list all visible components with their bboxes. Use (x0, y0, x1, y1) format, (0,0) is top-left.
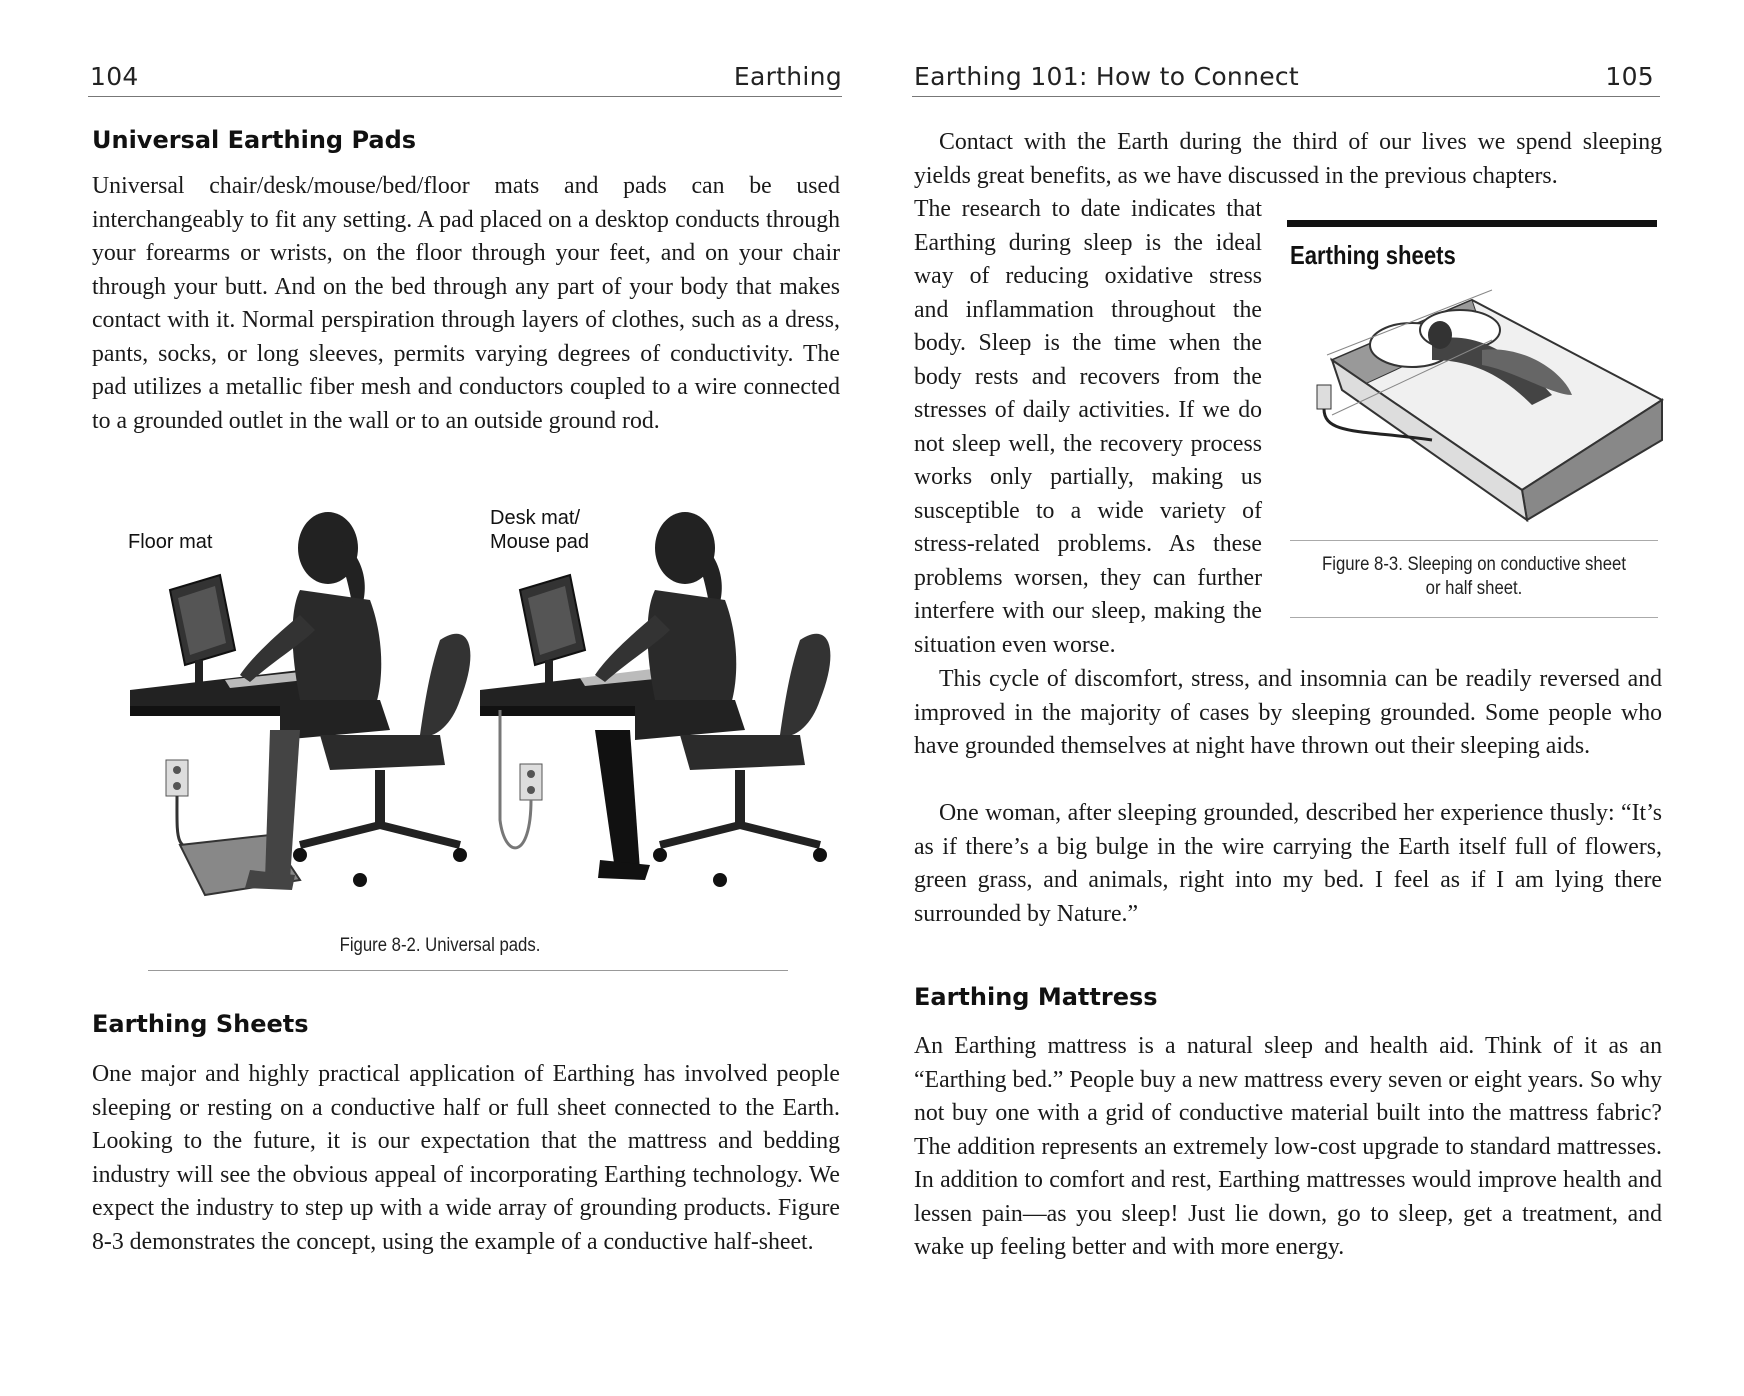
figure-label-floor-mat: Floor mat (128, 531, 213, 553)
section-heading-earthing-mattress: Earthing Mattress (914, 983, 1158, 1011)
universal-pads-illustration (0, 0, 872, 960)
paragraph-text: One major and highly practical application of Earthing has involved people sleeping or resting on a conductive half or full sheet connected to the Earth. Looking to the future, it is our expectation that the mattress and bedding industry will see the obvious appeal of incorporating Earthing technology. We expect the industry to step up with a wide array of grounding products. Figure 8-3 demonstrates the concept, using the example of a conductive half-sheet. (92, 1061, 840, 1255)
wrapped-text: The research to date indicates that Earthing during sleep is the ideal way of reducing oxidative stress and inflammation throughout the body. Sleep is the time when the body rests and recovers from the stresses of daily activities. If we do not sleep well, the recovery process works only partially, making us susceptible to a wide variety of stress-related problems. As these problems worsen, they can further interfere with our sleep, making the situation even worse. (914, 196, 1262, 658)
desk-label-line2: Mouse pad (490, 531, 589, 553)
cycle-paragraph (914, 663, 1662, 764)
figure-rule (148, 970, 788, 971)
desk-label-line1: Desk mat/ (490, 507, 581, 529)
sidebar-rule-top (1290, 540, 1658, 541)
section-heading-earthing-sheets: Earthing Sheets (92, 1010, 309, 1038)
sidebar-rule-bottom (1290, 617, 1658, 618)
scene-desk-mat (480, 512, 830, 887)
scene-floor-mat (130, 512, 470, 895)
caption-line1: Figure 8-3. Sleeping on conductive sheet (1322, 554, 1626, 575)
intro-text: Contact with the Earth during the third of our lives we spend sleeping yields great benefits, as we have discussed in the previous chapters. (914, 129, 1662, 189)
running-head-right: Earthing 101: How to Connect (914, 62, 1300, 91)
right-page (872, 0, 1744, 1396)
section-heading-universal-pads: Universal Earthing Pads (92, 126, 417, 154)
figure-8-3-caption (1305, 553, 1643, 601)
paragraph-text: An Earthing mattress is a natural sleep and health aid. Think of it as an “Earthing bed.” People buy a new mattress every seven or eight years. So why not buy one with a grid of conductive material built into the mattress fabric? The addition represents an extremely low-cost upgrade to standard mattresses. In addition to comfort and rest, Earthing mattresses would improve health and lessen pain—as you sleep! Just lie down, go to sleep, get a treatment, and wake up feeling better and with more energy. (914, 1033, 1662, 1260)
running-head-left: Earthing (733, 62, 842, 91)
caption-line2: or half sheet. (1425, 578, 1523, 599)
paragraph-text: This cycle of discomfort, stress, and insomnia can be readily reversed and improved in the majority of cases by sleeping grounded. Some people who have grounded themselves at night have thrown out their sleeping aids. (914, 666, 1662, 759)
paragraph-text: One woman, after sleeping grounded, described her experience thusly: “It’s as if there’s a big bulge in the wire carrying the Earth itself full of flowers, green grass, and animals, right into my bed. I feel as if I am lying there surrounded by Nature.” (914, 800, 1662, 927)
woman-quote-paragraph (914, 797, 1662, 931)
sidebar-title: Earthing sheets (1290, 240, 1456, 270)
page-number-right: 105 (1605, 62, 1654, 91)
page-number-left: 104 (90, 62, 139, 91)
earthing-mattress-paragraph (914, 1030, 1662, 1265)
earthing-sheets-paragraph (92, 1058, 840, 1259)
figure-8-2-caption: Figure 8-2. Universal pads. (339, 935, 541, 956)
paragraph-text: Universal chair/desk/mouse/bed/floor mats and pads can be used interchangeably to fit any setting. A pad placed on a desktop conducts through your forearms or wrists, on the floor through your feet, and on your chair through your butt. And on the bed through any part of your body that makes contact with it. Normal perspiration through layers of clothes, such as a dress, pants, socks, or long sleeves, permits varying degrees of conductivity. The pad utilizes a metallic fiber mesh and conductors coupled to a wire connected to a grounded outlet in the wall or to an outside ground rod. (92, 173, 840, 434)
